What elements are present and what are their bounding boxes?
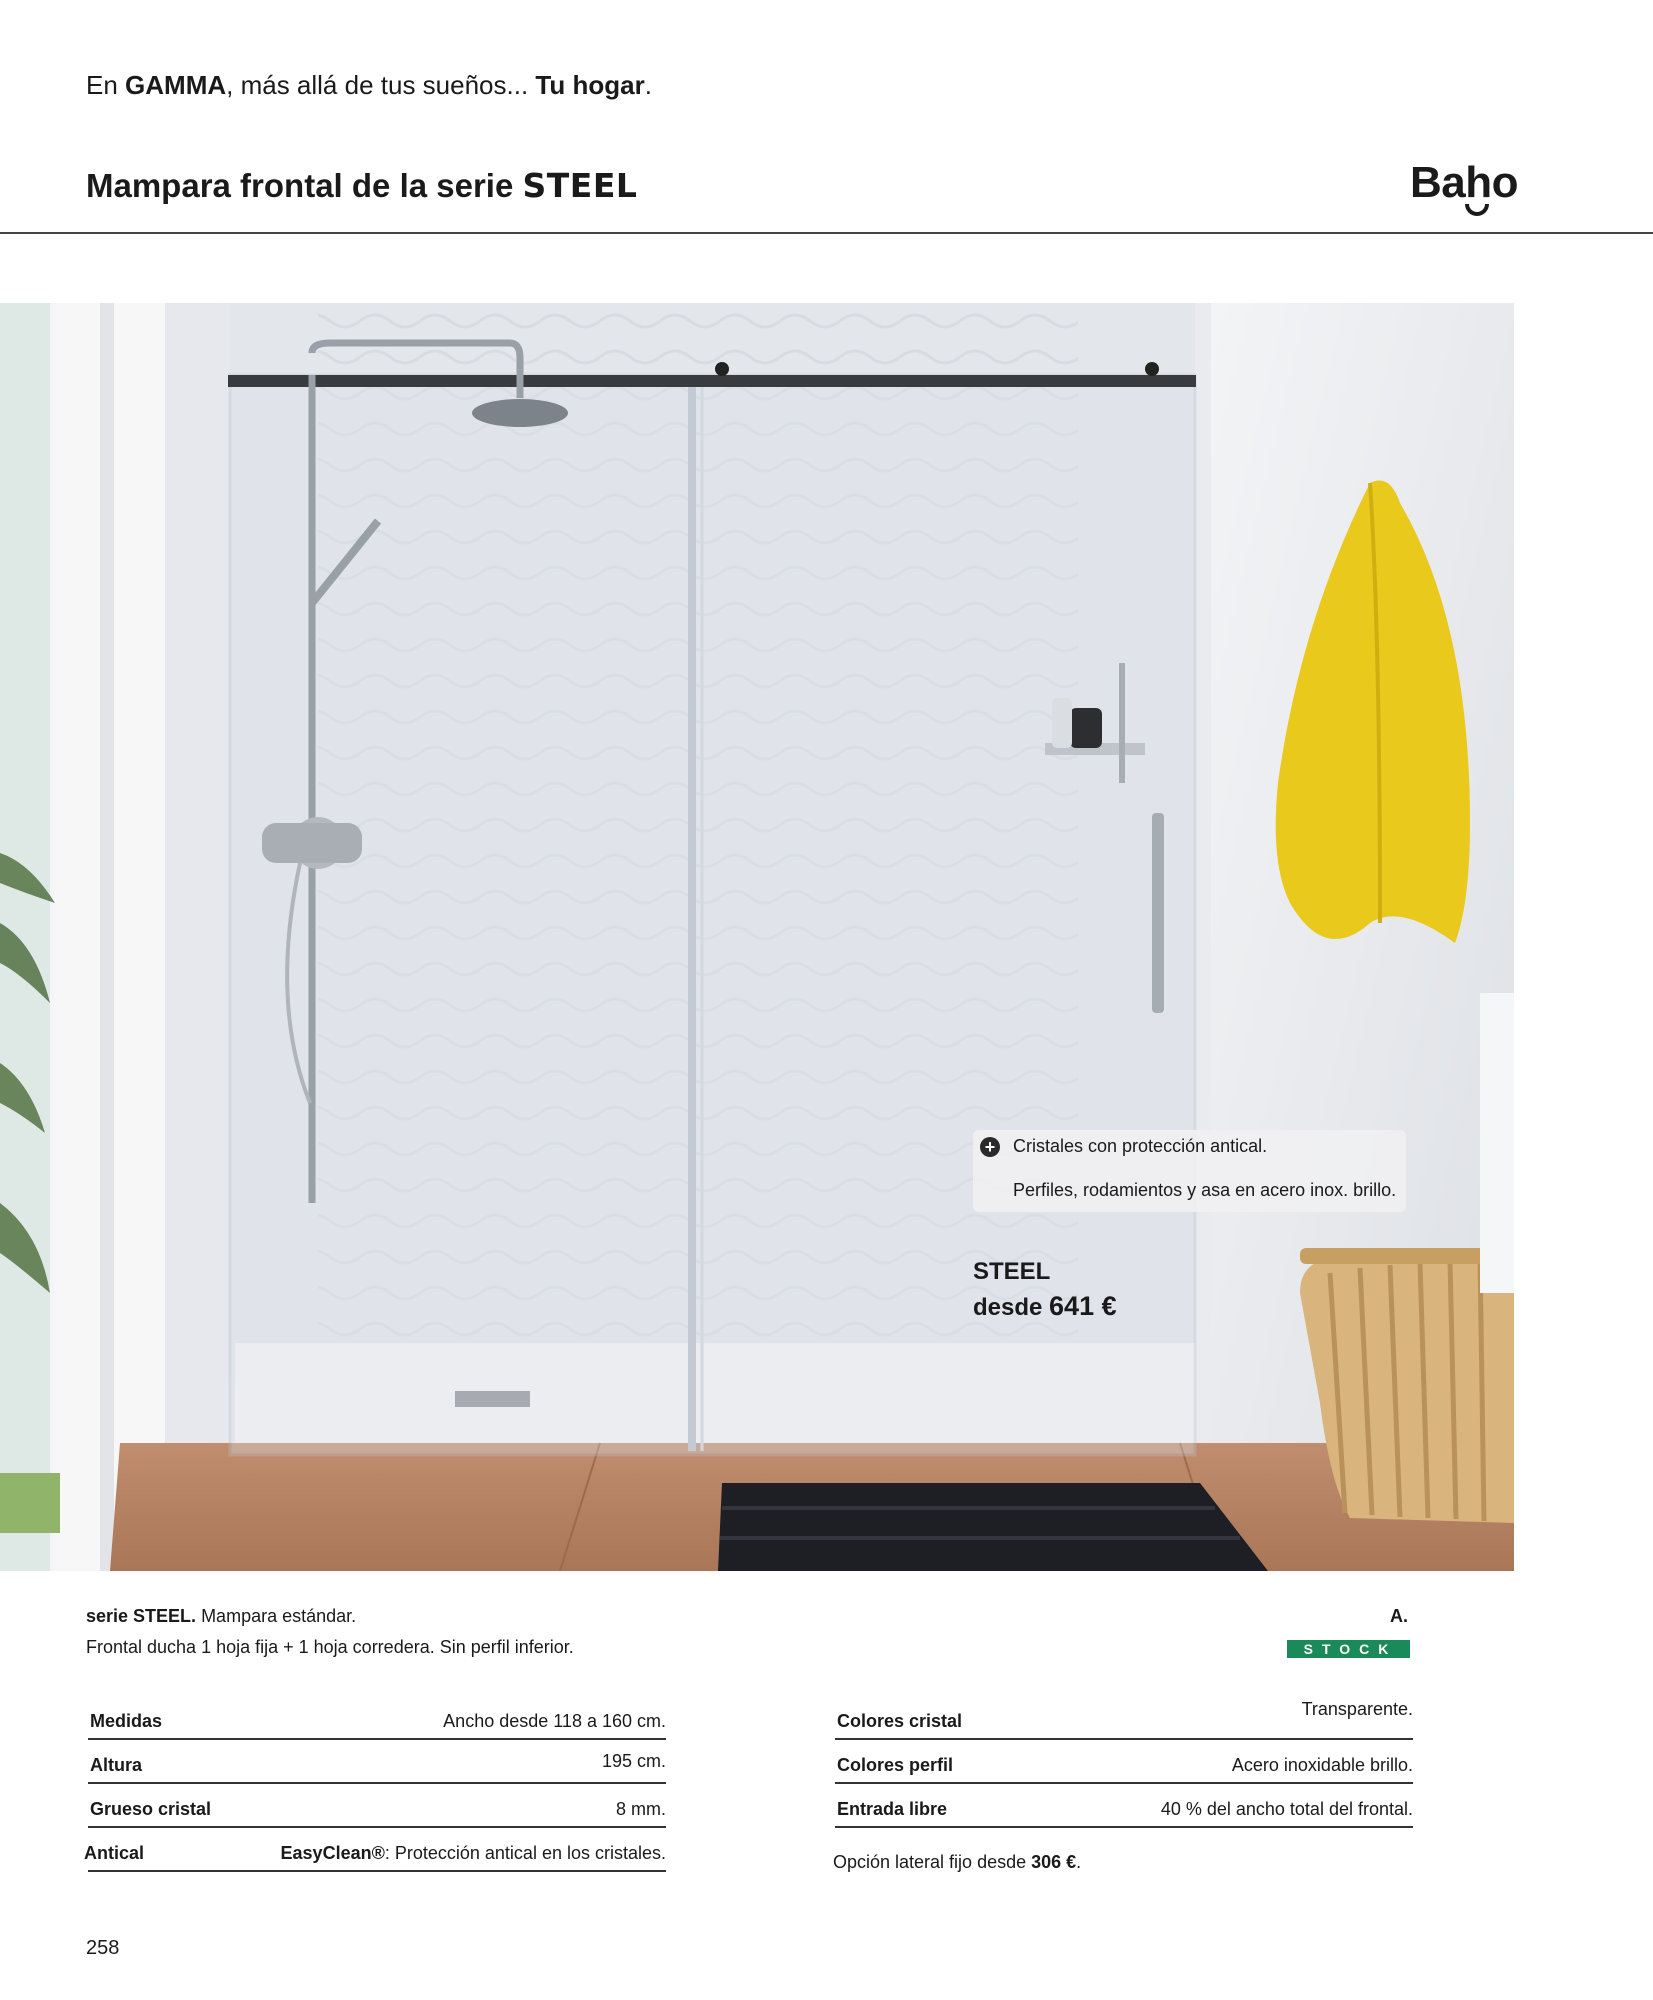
series-detail: Frontal ducha 1 hoja fija + 1 hoja corredera. Sin perfil inferior. (86, 1637, 574, 1657)
spec-value: Transparente. (1301, 1699, 1413, 1719)
spec-label: Colores perfil (837, 1755, 954, 1775)
spec-value (281, 1843, 666, 1864)
spec-value: 40 % del ancho total del frontal. (1160, 1799, 1413, 1819)
top-rail (228, 375, 1196, 387)
price-model: STEEL (973, 1258, 1051, 1285)
spec-row-entrada-libre (835, 1782, 1413, 1828)
feature-line-2: Perfiles, rodamientos y asa en acero inox. brillo. (1013, 1180, 1397, 1200)
spec-value: Ancho desde 118 a 160 cm. (443, 1711, 666, 1731)
price-line (973, 1291, 1117, 1322)
title-pre: Mampara frontal de la serie (86, 167, 523, 204)
spec-value: Acero inoxidable brillo. (1231, 1755, 1413, 1775)
spec-value: 195 cm. (601, 1751, 666, 1771)
tagline-brand: GAMMA (125, 70, 227, 100)
spec-row-colores-cristal (835, 1694, 1413, 1740)
shower-scene-illustration (0, 303, 1514, 1571)
feature-line-1: Cristales con protección antical. (1013, 1136, 1268, 1156)
plus-circle-icon: + (980, 1137, 1000, 1157)
series-name: STEEL. (133, 1606, 197, 1626)
door-handle (1152, 813, 1164, 1013)
spec-label: Entrada libre (837, 1799, 948, 1819)
lateral-end: . (1076, 1852, 1082, 1872)
price-amount: 641 € (1049, 1291, 1117, 1321)
spec-row-grueso (88, 1782, 666, 1828)
lateral-text: Opción lateral fijo desde (833, 1852, 1032, 1872)
spec-row-medidas (88, 1694, 666, 1740)
tagline-mid: , más allá de tus sueños... (226, 70, 536, 100)
page-title (86, 166, 637, 205)
spec-label: Altura (90, 1755, 143, 1775)
tagline-end: . (644, 70, 652, 100)
section-logo-part2: o (1491, 158, 1519, 207)
lateral-amount: 306 € (1031, 1852, 1077, 1872)
price-from: desde (973, 1294, 1050, 1321)
title-series: STEEL (522, 166, 638, 205)
header-divider (0, 232, 1653, 234)
bath-mat (718, 1483, 1268, 1571)
series-type: Mampara estándar. (196, 1606, 357, 1626)
spec-row-antical (84, 1826, 666, 1872)
tagline-pre: En (86, 70, 126, 100)
spec-value: 8 mm. (615, 1799, 666, 1819)
smile-mark-icon (1465, 204, 1489, 216)
lateral-option (833, 1852, 1081, 1873)
section-logo-h-mark: h (1465, 158, 1491, 207)
product-photo (0, 303, 1514, 1571)
spec-value-brand: EasyClean® (280, 1843, 385, 1863)
spec-row-altura (88, 1738, 666, 1784)
rain-shower-head (472, 399, 568, 427)
page-tagline (86, 70, 652, 101)
page-number: 258 (86, 1937, 120, 1959)
spec-value-text: : Protección antical en los cristales. (384, 1843, 666, 1863)
spec-row-colores-perfil (835, 1738, 1413, 1784)
spec-label: Antical (84, 1843, 145, 1863)
series-label: serie (86, 1606, 134, 1626)
section-logo-part1: Ba (1410, 158, 1466, 207)
spec-label: Medidas (90, 1711, 163, 1731)
spec-label: Colores cristal (837, 1711, 963, 1731)
stock-badge: STOCK (1287, 1640, 1410, 1658)
grade-label: A. (1390, 1606, 1408, 1626)
feature-box (973, 1130, 1406, 1212)
tagline-home: Tu hogar (535, 70, 645, 100)
spec-label: Grueso cristal (90, 1799, 212, 1819)
section-logo (1410, 158, 1518, 208)
series-description (86, 1606, 356, 1627)
